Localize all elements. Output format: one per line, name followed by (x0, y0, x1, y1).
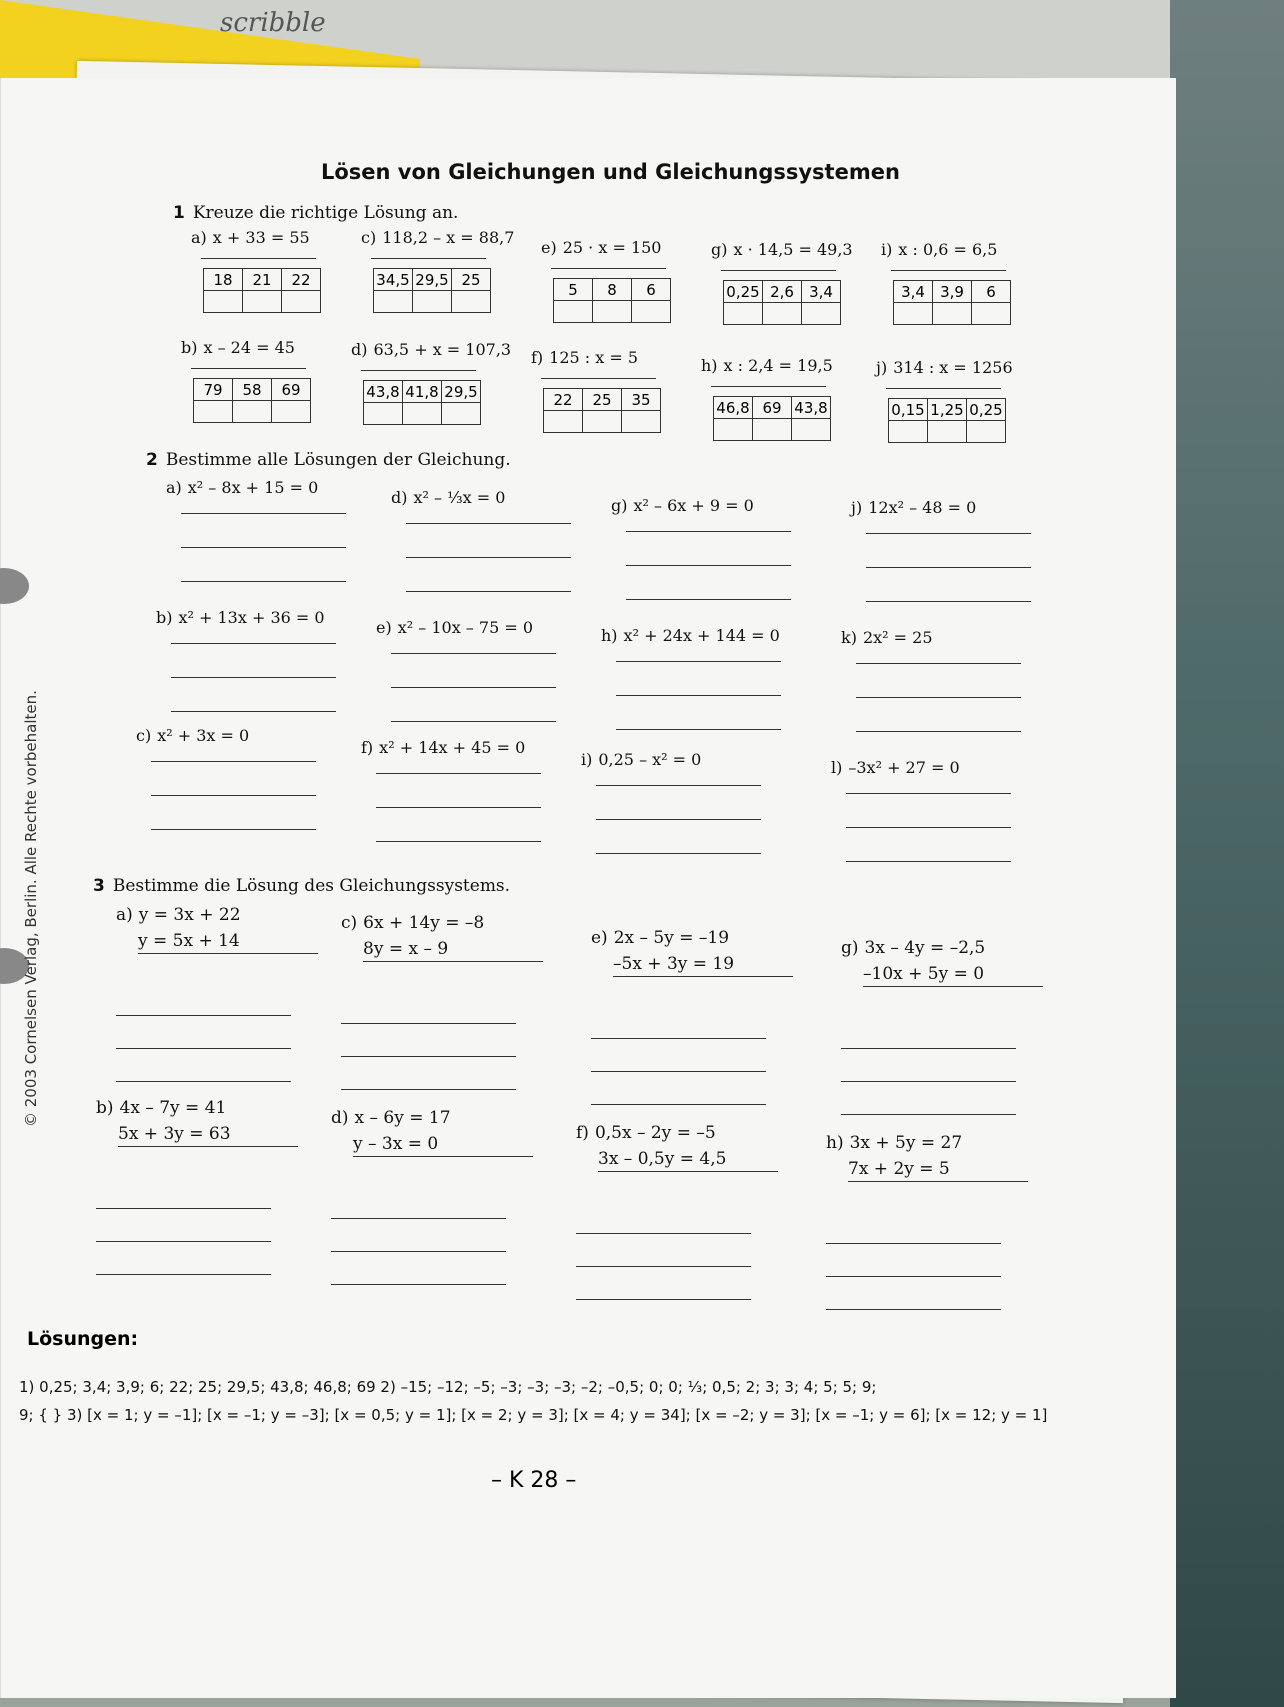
option-checkbox[interactable] (243, 291, 282, 313)
equation-1: 3x + 5y = 27 (849, 1133, 963, 1153)
option-checkbox[interactable] (282, 291, 321, 313)
answer-line[interactable] (856, 697, 1021, 698)
task1-item (876, 358, 1013, 377)
option-value: 18 (204, 269, 243, 291)
option-value: 1,25 (928, 399, 967, 421)
task2-item (601, 626, 780, 645)
equation: 125 : x = 5 (549, 348, 639, 367)
answer-line[interactable] (846, 793, 1011, 794)
task1-item (711, 240, 853, 259)
item-label: i) (881, 240, 893, 259)
answer-line[interactable] (826, 1309, 1001, 1310)
answer-line[interactable] (116, 1081, 291, 1082)
option-value: 46,8 (714, 397, 753, 419)
option-value: 0,25 (967, 399, 1006, 421)
answer-line[interactable] (376, 773, 541, 774)
task1-item (181, 338, 295, 357)
option-checkbox[interactable] (622, 411, 661, 433)
equation: x² + 13x + 36 = 0 (178, 608, 325, 627)
page-number: – K 28 – (491, 1468, 577, 1493)
option-value: 8 (593, 279, 632, 301)
item-label: e) (376, 618, 392, 637)
task3-system (96, 1098, 298, 1147)
answer-line[interactable] (181, 513, 346, 514)
option-checkbox[interactable] (593, 301, 632, 323)
equation-1: y = 3x + 22 (138, 905, 241, 925)
equation-2: y = 5x + 14 (138, 931, 318, 954)
answer-line (721, 270, 836, 271)
option-value: 79 (194, 379, 233, 401)
solutions-line-1: 1) 0,25; 3,4; 3,9; 6; 22; 25; 29,5; 43,8; 46,8; 69 2) –15; –12; –5; –3; –3; –3; –2; –0,5; 0; 0; ⅓; 0,5; 2; 3; 3; 4; 5; 5; 9; (19, 1378, 877, 1396)
equation: x² – 8x + 15 = 0 (187, 478, 319, 497)
task2-item (136, 726, 249, 745)
answer-line[interactable] (616, 729, 781, 730)
task3-system (116, 905, 318, 954)
task3-system (341, 913, 543, 962)
option-value: 29,5 (442, 381, 481, 403)
answer-line[interactable] (846, 827, 1011, 828)
answer-line[interactable] (616, 695, 781, 696)
answer-line[interactable] (841, 1048, 1016, 1049)
option-table (373, 268, 491, 313)
answer-line[interactable] (116, 1048, 291, 1049)
task2-item (361, 738, 525, 757)
task-number: 1 (173, 203, 185, 223)
item-label: d) (351, 340, 368, 359)
equation-1: x – 6y = 17 (354, 1108, 451, 1128)
equation-1: 2x – 5y = –19 (613, 928, 730, 948)
item-label: f) (531, 348, 544, 367)
answer-line[interactable] (96, 1241, 271, 1242)
option-checkbox[interactable] (544, 411, 583, 433)
option-checkbox[interactable] (272, 401, 311, 423)
equation: x² – 10x – 75 = 0 (397, 618, 533, 637)
task-number: 3 (93, 876, 105, 896)
item-label: g) (841, 938, 859, 958)
answer-line[interactable] (406, 523, 571, 524)
option-checkbox[interactable] (928, 421, 967, 443)
task1-item (541, 238, 661, 257)
item-label: i) (581, 750, 593, 769)
option-value: 43,8 (364, 381, 403, 403)
option-value: 6 (972, 281, 1011, 303)
task3-system (826, 1133, 1028, 1182)
answer-line[interactable] (341, 1056, 516, 1057)
equation: x · 14,5 = 49,3 (733, 240, 853, 259)
task2-heading (146, 450, 511, 470)
option-value: 21 (243, 269, 282, 291)
option-value: 29,5 (413, 269, 452, 291)
option-checkbox[interactable] (889, 421, 928, 443)
option-checkbox[interactable] (364, 403, 403, 425)
item-label: b) (156, 608, 173, 627)
answer-line[interactable] (591, 1038, 766, 1039)
option-table (203, 268, 321, 313)
option-table (888, 398, 1006, 443)
option-value: 35 (622, 389, 661, 411)
item-label: g) (711, 240, 728, 259)
option-table (723, 280, 841, 325)
item-label: c) (136, 726, 152, 745)
task-instruction: Kreuze die richtige Lösung an. (192, 203, 459, 223)
equation: x² – 6x + 9 = 0 (633, 496, 754, 515)
answer-line[interactable] (341, 1089, 516, 1090)
item-label: a) (166, 478, 182, 497)
answer-line (886, 388, 1001, 389)
item-label: a) (191, 228, 207, 247)
item-label: l) (831, 758, 843, 777)
answer-line[interactable] (596, 819, 761, 820)
answer-line[interactable] (596, 853, 761, 854)
answer-line[interactable] (171, 677, 336, 678)
answer-line[interactable] (576, 1233, 751, 1234)
answer-line[interactable] (331, 1251, 506, 1252)
task2-item (391, 488, 505, 507)
item-label: b) (96, 1098, 114, 1118)
equation: 63,5 + x = 107,3 (373, 340, 512, 359)
option-value: 69 (753, 397, 792, 419)
item-label: a) (116, 905, 133, 925)
equation-2: 3x – 0,5y = 4,5 (598, 1149, 778, 1172)
option-table (893, 280, 1011, 325)
equation-2: 7x + 2y = 5 (848, 1159, 1028, 1182)
page-title: Lösen von Gleichungen und Gleichungssystemen (321, 160, 900, 184)
task1-item (191, 228, 310, 247)
equation: 2x² = 25 (862, 628, 933, 647)
answer-line[interactable] (591, 1071, 766, 1072)
answer-line[interactable] (576, 1299, 751, 1300)
answer-line (371, 258, 486, 259)
option-checkbox[interactable] (413, 291, 452, 313)
answer-line[interactable] (846, 861, 1011, 862)
option-value: 3,4 (894, 281, 933, 303)
task2-item (156, 608, 325, 627)
equation: x + 33 = 55 (212, 228, 310, 247)
option-checkbox[interactable] (724, 303, 763, 325)
equation: 118,2 – x = 88,7 (382, 228, 515, 247)
answer-line[interactable] (826, 1243, 1001, 1244)
task1-item (361, 228, 514, 247)
equation-1: 4x – 7y = 41 (119, 1098, 227, 1118)
option-checkbox[interactable] (967, 421, 1006, 443)
equation-1: 6x + 14y = –8 (363, 913, 485, 933)
item-label: j) (876, 358, 888, 377)
answer-line[interactable] (376, 807, 541, 808)
item-label: h) (601, 626, 618, 645)
option-value: 6 (632, 279, 671, 301)
answer-line[interactable] (866, 533, 1031, 534)
task-instruction: Bestimme die Lösung des Gleichungssystems. (112, 876, 511, 896)
equation: x² + 14x + 45 = 0 (379, 738, 526, 757)
task3-system (331, 1108, 533, 1157)
option-value: 3,9 (933, 281, 972, 303)
answer-line[interactable] (151, 795, 316, 796)
answer-line[interactable] (341, 1023, 516, 1024)
option-checkbox[interactable] (204, 291, 243, 313)
option-checkbox[interactable] (554, 301, 593, 323)
option-checkbox[interactable] (894, 303, 933, 325)
item-label: e) (541, 238, 557, 257)
equation-2: –5x + 3y = 19 (613, 954, 793, 977)
item-label: f) (361, 738, 374, 757)
answer-line[interactable] (171, 643, 336, 644)
option-checkbox[interactable] (442, 403, 481, 425)
answer-line[interactable] (181, 581, 346, 582)
item-label: k) (841, 628, 857, 647)
answer-line[interactable] (96, 1208, 271, 1209)
answer-line[interactable] (596, 785, 761, 786)
task2-item (581, 750, 701, 769)
task2-item (841, 628, 933, 647)
item-label: g) (611, 496, 628, 515)
answer-line (541, 378, 656, 379)
option-value: 58 (233, 379, 272, 401)
option-checkbox[interactable] (374, 291, 413, 313)
worksheet (0, 78, 1176, 1698)
task2-item (376, 618, 533, 637)
option-checkbox[interactable] (403, 403, 442, 425)
option-table (713, 396, 831, 441)
answer-line[interactable] (331, 1218, 506, 1219)
task1-item (701, 356, 833, 375)
solutions-line-2: 9; { } 3) [x = 1; y = –1]; [x = –1; y = –3]; [x = 0,5; y = 1]; [x = 2; y = 3]; [x = 4; y = 34]; [x = –2; y = 3]; [x = –1; y = 6]; [x = 12; y = 1] (19, 1406, 1048, 1424)
option-value: 22 (282, 269, 321, 291)
task3-system (576, 1123, 778, 1172)
equation: x : 0,6 = 6,5 (898, 240, 998, 259)
option-value: 3,4 (802, 281, 841, 303)
answer-line (551, 268, 666, 269)
option-checkbox[interactable] (972, 303, 1011, 325)
option-checkbox[interactable] (802, 303, 841, 325)
option-value: 41,8 (403, 381, 442, 403)
floor-background (1170, 0, 1284, 1707)
task3-system (591, 928, 793, 977)
answer-line[interactable] (151, 829, 316, 830)
answer-line (361, 370, 476, 371)
item-label: c) (361, 228, 377, 247)
item-label: e) (591, 928, 608, 948)
answer-line[interactable] (626, 599, 791, 600)
equation: –3x² + 27 = 0 (848, 758, 960, 777)
option-checkbox[interactable] (583, 411, 622, 433)
equation: 12x² – 48 = 0 (868, 498, 977, 517)
equation-2: –10x + 5y = 0 (863, 964, 1043, 987)
option-table (543, 388, 661, 433)
answer-line[interactable] (841, 1114, 1016, 1115)
answer-line (201, 258, 316, 259)
equation-1: 3x – 4y = –2,5 (864, 938, 986, 958)
option-table (193, 378, 311, 423)
equation: 25 · x = 150 (562, 238, 662, 257)
equation-1: 0,5x – 2y = –5 (594, 1123, 716, 1143)
task3-heading (93, 876, 510, 896)
item-label: d) (331, 1108, 349, 1128)
answer-line[interactable] (626, 531, 791, 532)
task2-item (166, 478, 318, 497)
answer-line[interactable] (331, 1284, 506, 1285)
answer-line[interactable] (576, 1266, 751, 1267)
equation: x² + 3x = 0 (157, 726, 250, 745)
option-table (553, 278, 671, 323)
option-checkbox[interactable] (632, 301, 671, 323)
option-value: 25 (452, 269, 491, 291)
answer-line[interactable] (391, 687, 556, 688)
task1-item (351, 340, 511, 359)
answer-line (891, 270, 1006, 271)
item-label: d) (391, 488, 408, 507)
answer-line (191, 368, 306, 369)
option-value: 34,5 (374, 269, 413, 291)
item-label: f) (576, 1123, 589, 1143)
task-number: 2 (146, 450, 158, 470)
answer-line[interactable] (866, 601, 1031, 602)
task2-item (851, 498, 976, 517)
item-label: b) (181, 338, 198, 357)
option-checkbox[interactable] (792, 419, 831, 441)
answer-line[interactable] (591, 1104, 766, 1105)
option-checkbox[interactable] (194, 401, 233, 423)
answer-line[interactable] (376, 841, 541, 842)
task2-item (611, 496, 754, 515)
option-value: 25 (583, 389, 622, 411)
answer-line[interactable] (866, 567, 1031, 568)
option-checkbox[interactable] (233, 401, 272, 423)
option-table (363, 380, 481, 425)
task1-item (881, 240, 997, 259)
answer-line[interactable] (96, 1274, 271, 1275)
answer-line[interactable] (826, 1276, 1001, 1277)
answer-line[interactable] (626, 565, 791, 566)
answer-line[interactable] (181, 547, 346, 548)
option-checkbox[interactable] (714, 419, 753, 441)
answer-line[interactable] (151, 761, 316, 762)
equation-2: 8y = x – 9 (363, 939, 543, 962)
task3-system (841, 938, 1043, 987)
task1-heading (173, 203, 458, 223)
answer-line[interactable] (406, 591, 571, 592)
answer-line[interactable] (616, 661, 781, 662)
solutions-heading: Lösungen: (27, 1328, 139, 1350)
sticky-scribble: scribble (220, 8, 326, 38)
option-value: 43,8 (792, 397, 831, 419)
answer-line (711, 386, 826, 387)
equation: x² + 24x + 144 = 0 (623, 626, 780, 645)
item-label: h) (701, 356, 718, 375)
answer-line[interactable] (856, 663, 1021, 664)
item-label: c) (341, 913, 358, 933)
option-checkbox[interactable] (452, 291, 491, 313)
item-label: j) (851, 498, 863, 517)
task-instruction: Bestimme alle Lösungen der Gleichung. (165, 450, 511, 470)
equation: x² – ⅓x = 0 (413, 488, 506, 507)
equation: 314 : x = 1256 (893, 358, 1013, 377)
answer-line[interactable] (116, 1015, 291, 1016)
task1-item (531, 348, 638, 367)
equation: 0,25 – x² = 0 (598, 750, 702, 769)
equation-2: y – 3x = 0 (353, 1134, 533, 1157)
equation: x – 24 = 45 (203, 338, 295, 357)
option-checkbox[interactable] (763, 303, 802, 325)
option-value: 0,25 (724, 281, 763, 303)
task2-item (831, 758, 960, 777)
option-value: 0,15 (889, 399, 928, 421)
option-value: 2,6 (763, 281, 802, 303)
answer-line[interactable] (841, 1081, 1016, 1082)
option-value: 5 (554, 279, 593, 301)
answer-line[interactable] (856, 731, 1021, 732)
answer-line[interactable] (171, 711, 336, 712)
item-label: h) (826, 1133, 844, 1153)
equation: x : 2,4 = 19,5 (723, 356, 833, 375)
option-checkbox[interactable] (753, 419, 792, 441)
answer-line[interactable] (391, 721, 556, 722)
option-value: 22 (544, 389, 583, 411)
option-checkbox[interactable] (933, 303, 972, 325)
answer-line[interactable] (391, 653, 556, 654)
copyright-note: © 2003 Cornelsen Verlag, Berlin. Alle Rechte vorbehalten. (22, 690, 40, 1127)
answer-line[interactable] (406, 557, 571, 558)
option-value: 69 (272, 379, 311, 401)
equation-2: 5x + 3y = 63 (118, 1124, 298, 1147)
